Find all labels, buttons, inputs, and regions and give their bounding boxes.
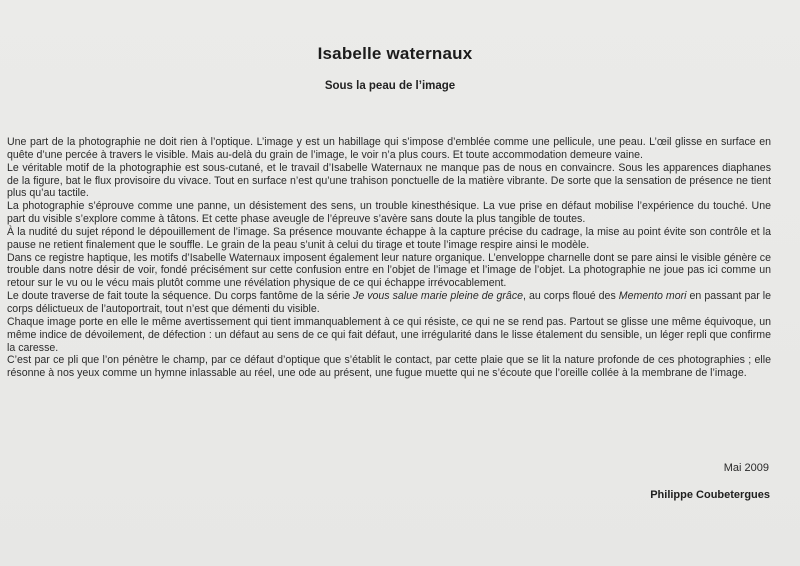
- paragraph-text: La photographie s’éprouve comme une panne, un désistement des sens, un trouble kinesthésique. La vue prise en défaut mobilise l’expérience du touché. Une part du visible s’explore comme à tâtons. Et cette phase aveugle de l’épreuve s’avère sans doute la plus tangible de toutes.: [7, 200, 771, 226]
- paragraph-text: Chaque image porte en elle le même avertissement qui tient immanquablement à ce qui résiste, ce qui ne se rend pas. Partout se glisse une même équivoque, un même indice de dévoilement, de défection : un défaut au sens de ce qui fait défaut, une irrégularité dans le lisse étalement du sensible, un léger repli que confirme la caresse.: [7, 315, 771, 354]
- paragraph-text: Le véritable motif de la photographie est sous-cutané, et le travail d’Isabelle Waternaux ne manque pas de nous en convaincre. Sous les apparences diaphanes de la figure, bat le flux provisoire du vivace. Tout en surface n’est qu’une trahison ponctuelle de la matière vibrante. De sorte que la sensation de présence ne tient plus qu’au tactile.: [7, 161, 771, 200]
- document-subtitle: Sous la peau de l’image: [324, 80, 456, 92]
- body-paragraph: [7, 290, 771, 316]
- paragraph-text: en passant par le corps délictueux de l’autoportrait, tout n’est que démenti du visible.: [7, 290, 772, 315]
- paragraph-text: Une part de la photographie ne doit rien à l’optique. L’image y est un habillage qui s’impose d’emblée comme une pellicule, une peau. L’œil glisse en surface en quête d’une percée à travers le visible. Mais au-delà du grain de l’image, le voir n’a plus cours. Et toute accommodation demeure vaine.: [7, 136, 771, 161]
- body-paragraph: [7, 226, 771, 252]
- italic-work-title: Je vous salue marie pleine de grâce: [353, 290, 524, 303]
- document-date: Mai 2009: [723, 462, 769, 474]
- body-paragraph: [7, 252, 771, 291]
- body-paragraph: [7, 200, 771, 226]
- body-paragraph: [7, 136, 771, 162]
- document-body: [7, 136, 771, 380]
- body-paragraph: [7, 316, 771, 355]
- paragraph-text: C’est par ce pli que l’on pénètre le champ, par ce défaut d’optique que s’établit le contact, par cette plaie que se lit la nature profonde de ces photographies ; elle résonne à nos yeux comme un hymne inlassable au réel, une ode au présent, une fugue muette qui ne s’écoute que l’oreille collée à la membrane de l’image.: [7, 354, 771, 380]
- body-paragraph: [7, 162, 771, 201]
- author-signature: Philippe Coubetergues: [650, 489, 770, 501]
- paragraph-text: Dans ce registre haptique, les motifs d’Isabelle Waternaux imposent également leur nature organique. L’enveloppe charnelle dont se pare ainsi le visible génère ce trouble dans notre désir de voir, fondé précisément sur cette confusion entre en l’objet de l’image et l’image de l’objet. La photographie ne joue pas ici comme un retour sur le vu ou le vécu mais plutôt comme une révélation physique de ce qui échappe irrévocablement.: [7, 251, 771, 290]
- paragraph-text: , au corps floué des: [523, 290, 619, 303]
- document-title: Isabelle waternaux: [317, 44, 473, 63]
- paragraph-text: Le doute traverse de fait toute la séquence. Du corps fantôme de la série: [7, 290, 354, 303]
- body-paragraph: [7, 354, 771, 380]
- italic-work-title: Memento mori: [618, 290, 687, 303]
- paragraph-text: À la nudité du sujet répond le dépouillement de l’image. Sa présence mouvante échappe à la capture précise du cadrage, la mise au point évite son contrôle et la pause ne retient finalement que le souffle. Le grain de la peau s’unit à celui du tirage et toute l’image respire ainsi le modèle.: [7, 225, 771, 251]
